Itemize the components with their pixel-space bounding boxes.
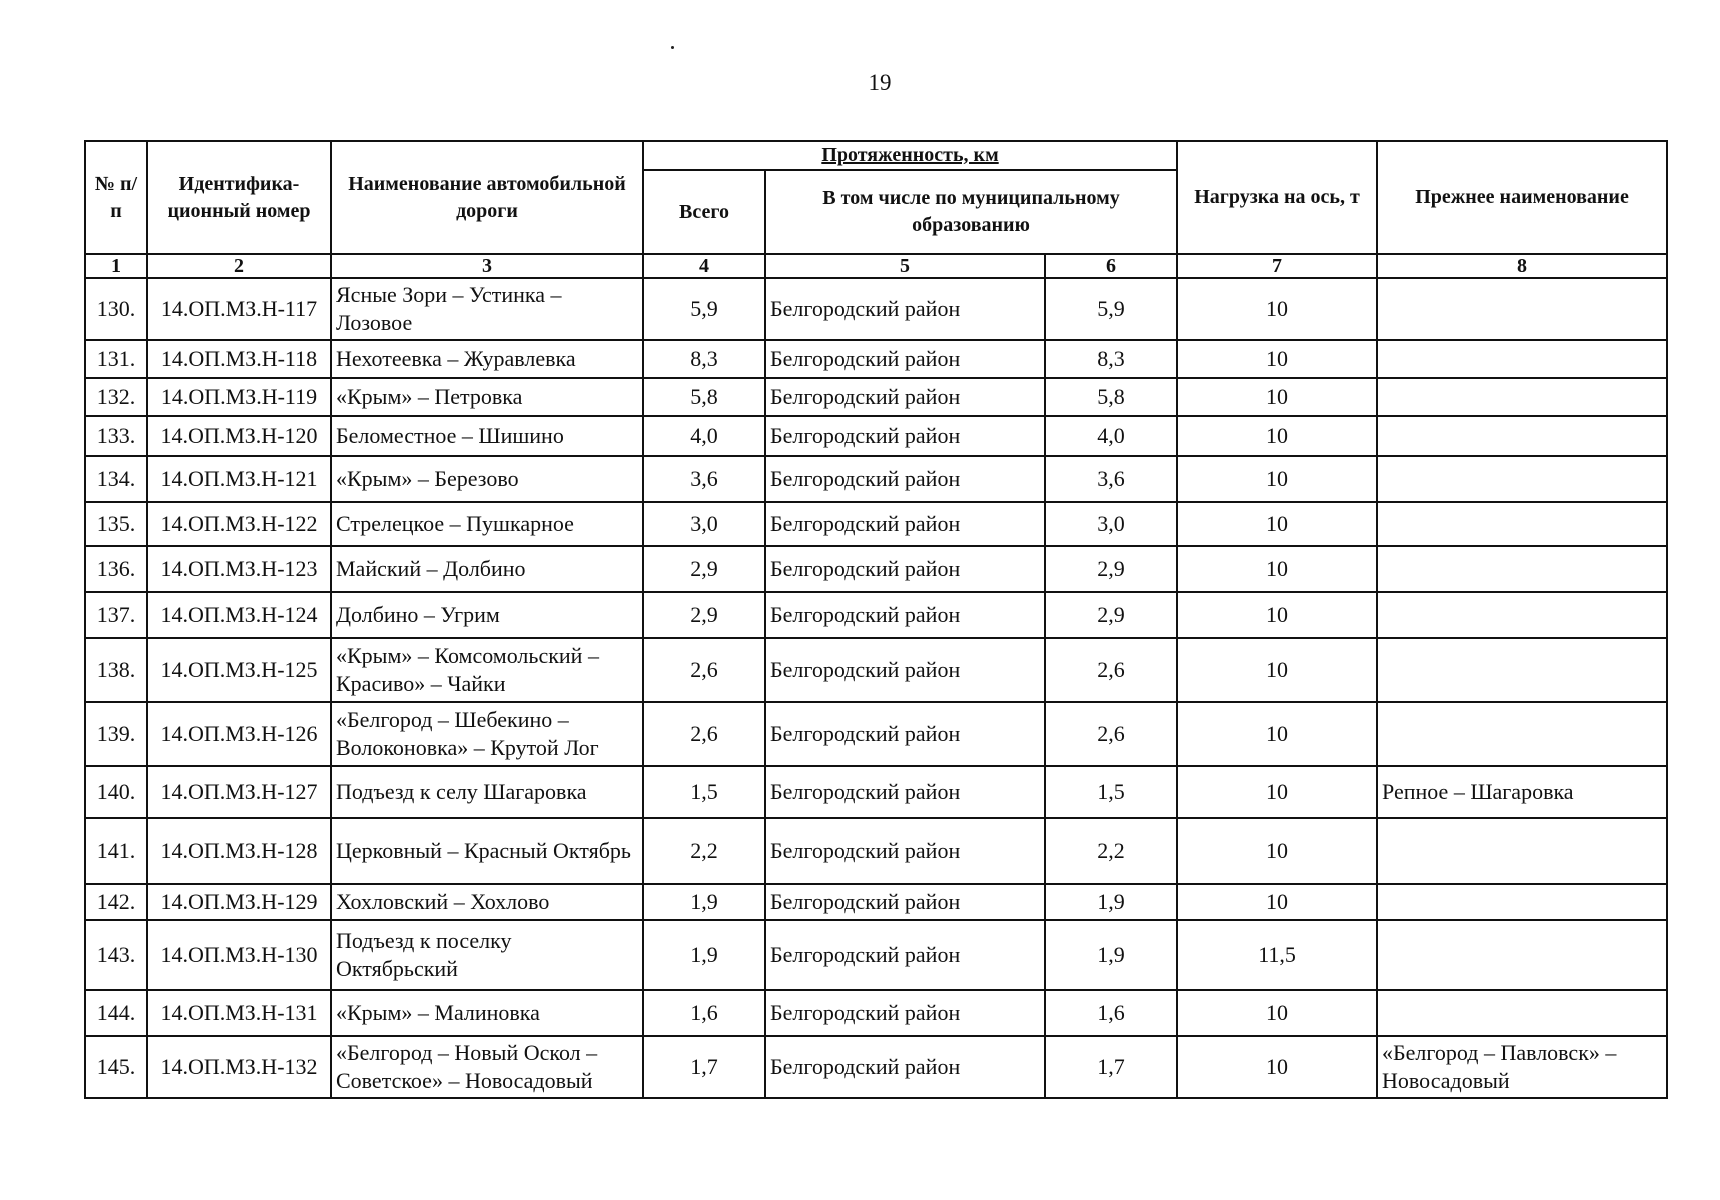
column-numbers-row [85, 254, 1667, 278]
length-district: 4,0 [1045, 416, 1177, 456]
length-total: 2,6 [643, 702, 765, 766]
column-number: 5 [765, 254, 1045, 278]
district-name: Белгородский район [765, 502, 1045, 546]
previous-name [1377, 340, 1667, 378]
table-row [85, 702, 1667, 766]
previous-name [1377, 546, 1667, 592]
road-id: 14.ОП.МЗ.Н-125 [147, 638, 331, 702]
road-name: Подъезд к поселку Октябрьский [331, 920, 643, 990]
row-number: 137. [85, 592, 147, 638]
length-district: 5,9 [1045, 278, 1177, 340]
header-num: № п/п [85, 141, 147, 254]
table-row [85, 502, 1667, 546]
road-name: Нехотеевка – Журавлевка [331, 340, 643, 378]
previous-name [1377, 416, 1667, 456]
length-total: 2,2 [643, 818, 765, 884]
road-id: 14.ОП.МЗ.Н-129 [147, 884, 331, 920]
axle-load: 10 [1177, 702, 1377, 766]
row-number: 142. [85, 884, 147, 920]
road-name: Церковный – Красный Октябрь [331, 818, 643, 884]
length-total: 3,0 [643, 502, 765, 546]
roads-table [84, 140, 1668, 1099]
column-number: 3 [331, 254, 643, 278]
road-id: 14.ОП.МЗ.Н-130 [147, 920, 331, 990]
road-name: Подъезд к селу Шагаровка [331, 766, 643, 818]
row-number: 130. [85, 278, 147, 340]
length-total: 1,9 [643, 920, 765, 990]
table-row [85, 766, 1667, 818]
axle-load: 10 [1177, 818, 1377, 884]
previous-name [1377, 884, 1667, 920]
length-district: 2,6 [1045, 638, 1177, 702]
previous-name [1377, 592, 1667, 638]
table-header [85, 141, 1667, 278]
row-number: 132. [85, 378, 147, 416]
previous-name: «Белгород – Павловск» – Новосадовый [1377, 1036, 1667, 1098]
road-name: «Крым» – Комсомольский – Красиво» – Чайки [331, 638, 643, 702]
district-name: Белгородский район [765, 546, 1045, 592]
length-total: 2,6 [643, 638, 765, 702]
row-number: 131. [85, 340, 147, 378]
length-total: 1,6 [643, 990, 765, 1036]
row-number: 141. [85, 818, 147, 884]
table-row [85, 456, 1667, 502]
district-name: Белгородский район [765, 340, 1045, 378]
road-id: 14.ОП.МЗ.Н-131 [147, 990, 331, 1036]
axle-load: 10 [1177, 766, 1377, 818]
table-row [85, 920, 1667, 990]
district-name: Белгородский район [765, 818, 1045, 884]
length-total: 8,3 [643, 340, 765, 378]
length-district: 2,2 [1045, 818, 1177, 884]
table-row [85, 884, 1667, 920]
scan-speck [671, 46, 674, 49]
district-name: Белгородский район [765, 884, 1045, 920]
road-name: Хохловский – Хохлово [331, 884, 643, 920]
table-row [85, 990, 1667, 1036]
road-name: Беломестное – Шишино [331, 416, 643, 456]
length-district: 2,9 [1045, 546, 1177, 592]
length-total: 3,6 [643, 456, 765, 502]
district-name: Белгородский район [765, 702, 1045, 766]
length-district: 8,3 [1045, 340, 1177, 378]
header-total: Всего [643, 170, 765, 254]
previous-name [1377, 456, 1667, 502]
header-load: Нагрузка на ось, т [1177, 141, 1377, 254]
axle-load: 11,5 [1177, 920, 1377, 990]
axle-load: 10 [1177, 990, 1377, 1036]
row-number: 140. [85, 766, 147, 818]
district-name: Белгородский район [765, 378, 1045, 416]
road-id: 14.ОП.МЗ.Н-128 [147, 818, 331, 884]
header-id: Идентифика-ционный номер [147, 141, 331, 254]
length-total: 2,9 [643, 592, 765, 638]
road-name: «Крым» – Петровка [331, 378, 643, 416]
header-name: Наименование автомобильной дороги [331, 141, 643, 254]
column-number: 6 [1045, 254, 1177, 278]
road-id: 14.ОП.МЗ.Н-126 [147, 702, 331, 766]
table-row [85, 818, 1667, 884]
axle-load: 10 [1177, 638, 1377, 702]
road-id: 14.ОП.МЗ.Н-117 [147, 278, 331, 340]
table-row [85, 378, 1667, 416]
column-number: 4 [643, 254, 765, 278]
road-id: 14.ОП.МЗ.Н-121 [147, 456, 331, 502]
previous-name [1377, 502, 1667, 546]
row-number: 136. [85, 546, 147, 592]
previous-name: Репное – Шагаровка [1377, 766, 1667, 818]
header-prev: Прежнее наименование [1377, 141, 1667, 254]
axle-load: 10 [1177, 278, 1377, 340]
table-row [85, 1036, 1667, 1098]
road-name: «Белгород – Шебекино – Волоконовка» – Крутой Лог [331, 702, 643, 766]
table-row [85, 638, 1667, 702]
length-district: 3,0 [1045, 502, 1177, 546]
row-number: 138. [85, 638, 147, 702]
axle-load: 10 [1177, 1036, 1377, 1098]
length-district: 5,8 [1045, 378, 1177, 416]
axle-load: 10 [1177, 456, 1377, 502]
length-total: 5,9 [643, 278, 765, 340]
axle-load: 10 [1177, 502, 1377, 546]
column-number: 2 [147, 254, 331, 278]
length-total: 4,0 [643, 416, 765, 456]
length-total: 1,7 [643, 1036, 765, 1098]
district-name: Белгородский район [765, 456, 1045, 502]
district-name: Белгородский район [765, 766, 1045, 818]
previous-name [1377, 990, 1667, 1036]
row-number: 143. [85, 920, 147, 990]
column-number: 1 [85, 254, 147, 278]
length-total: 5,8 [643, 378, 765, 416]
road-name: Ясные Зори – Устинка – Лозовое [331, 278, 643, 340]
length-district: 2,9 [1045, 592, 1177, 638]
header-incl: В том числе по муниципальному образованию [765, 170, 1177, 254]
district-name: Белгородский район [765, 1036, 1045, 1098]
road-name: «Крым» – Малиновка [331, 990, 643, 1036]
row-number: 134. [85, 456, 147, 502]
road-name: Долбино – Угрим [331, 592, 643, 638]
road-id: 14.ОП.МЗ.Н-124 [147, 592, 331, 638]
table-row [85, 546, 1667, 592]
row-number: 135. [85, 502, 147, 546]
district-name: Белгородский район [765, 592, 1045, 638]
district-name: Белгородский район [765, 638, 1045, 702]
district-name: Белгородский район [765, 990, 1045, 1036]
row-number: 133. [85, 416, 147, 456]
row-number: 139. [85, 702, 147, 766]
column-number: 8 [1377, 254, 1667, 278]
road-name: Майский – Долбино [331, 546, 643, 592]
row-number: 144. [85, 990, 147, 1036]
axle-load: 10 [1177, 546, 1377, 592]
road-name: «Крым» – Березово [331, 456, 643, 502]
previous-name [1377, 920, 1667, 990]
road-name: Стрелецкое – Пушкарное [331, 502, 643, 546]
row-number: 145. [85, 1036, 147, 1098]
axle-load: 10 [1177, 378, 1377, 416]
axle-load: 10 [1177, 884, 1377, 920]
axle-load: 10 [1177, 340, 1377, 378]
header-length: Протяженность, км [643, 141, 1177, 170]
axle-load: 10 [1177, 592, 1377, 638]
previous-name [1377, 638, 1667, 702]
table-row [85, 416, 1667, 456]
length-total: 1,5 [643, 766, 765, 818]
road-id: 14.ОП.МЗ.Н-132 [147, 1036, 331, 1098]
district-name: Белгородский район [765, 416, 1045, 456]
length-total: 2,9 [643, 546, 765, 592]
previous-name [1377, 378, 1667, 416]
length-district: 3,6 [1045, 456, 1177, 502]
previous-name [1377, 818, 1667, 884]
table-row [85, 592, 1667, 638]
table-row [85, 278, 1667, 340]
road-id: 14.ОП.МЗ.Н-119 [147, 378, 331, 416]
road-id: 14.ОП.МЗ.Н-120 [147, 416, 331, 456]
axle-load: 10 [1177, 416, 1377, 456]
length-district: 1,6 [1045, 990, 1177, 1036]
road-id: 14.ОП.МЗ.Н-122 [147, 502, 331, 546]
length-district: 1,9 [1045, 920, 1177, 990]
length-district: 1,7 [1045, 1036, 1177, 1098]
previous-name [1377, 702, 1667, 766]
page-number: 19 [868, 70, 892, 95]
road-name: «Белгород – Новый Оскол – Советское» – Новосадовый [331, 1036, 643, 1098]
road-id: 14.ОП.МЗ.Н-127 [147, 766, 331, 818]
road-id: 14.ОП.МЗ.Н-118 [147, 340, 331, 378]
district-name: Белгородский район [765, 920, 1045, 990]
previous-name [1377, 278, 1667, 340]
length-total: 1,9 [643, 884, 765, 920]
road-id: 14.ОП.МЗ.Н-123 [147, 546, 331, 592]
length-district: 1,9 [1045, 884, 1177, 920]
length-district: 2,6 [1045, 702, 1177, 766]
table-body [85, 278, 1667, 1098]
district-name: Белгородский район [765, 278, 1045, 340]
length-district: 1,5 [1045, 766, 1177, 818]
table-row [85, 340, 1667, 378]
column-number: 7 [1177, 254, 1377, 278]
